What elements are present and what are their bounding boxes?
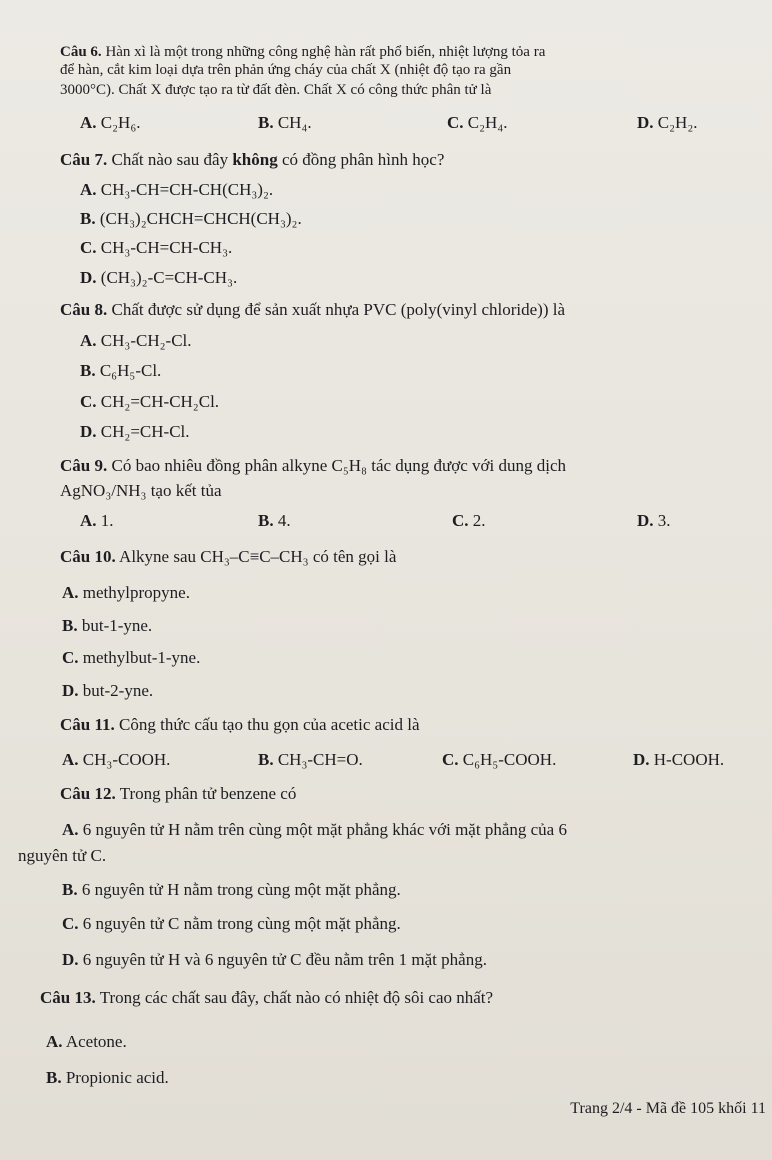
- q11-stem: Câu 11. Công thức cấu tạo thu gọn của acetic acid là: [60, 715, 420, 734]
- option-letter: C.: [62, 914, 79, 933]
- option-letter: D.: [62, 681, 79, 700]
- option-letter: D.: [80, 422, 97, 441]
- q10-option-c: C. methylbut-1-yne.: [62, 648, 201, 667]
- option-letter: A.: [80, 331, 97, 350]
- option-letter: B.: [258, 113, 274, 132]
- option-letter: A.: [80, 180, 97, 199]
- q8-option-c: C. CH₂=CH-CH₂Cl.: [80, 392, 220, 411]
- option-letter: C.: [447, 113, 464, 132]
- q9-option-a: A. 1.: [80, 511, 114, 530]
- q9-option-c: C. 2.: [452, 511, 486, 530]
- q13-option-b: B. Propionic acid.: [46, 1068, 169, 1087]
- q7-option-b: B. (CH₃)₂CHCH=CHCH(CH₃)₂.: [80, 209, 302, 228]
- q9-option-d: D. 3.: [637, 511, 671, 530]
- q12-option-b: B. 6 nguyên tử H nằm trong cùng một mặt phẳng.: [62, 880, 401, 899]
- q12-option-d: D. 6 nguyên tử H và 6 nguyên tử C đều nằm trên 1 mặt phẳng.: [62, 950, 487, 969]
- q6-option-c: C. C₂H₄.: [447, 113, 508, 132]
- q8-stem: Câu 8. Chất được sử dụng để sản xuất nhựa PVC (poly(vinyl chloride)) là: [60, 300, 566, 319]
- q6-option-b: B. CH₄.: [258, 113, 312, 132]
- q9-option-b: B. 4.: [258, 511, 291, 530]
- q10-option-b: B. but-1-yne.: [62, 616, 153, 635]
- option-letter: A.: [80, 511, 97, 530]
- option-letter: B.: [258, 750, 274, 769]
- q8-option-a: A. CH₃-CH₂-Cl.: [80, 331, 192, 350]
- option-letter: A.: [62, 820, 79, 839]
- q11-option-b: B. CH₃-CH=O.: [258, 750, 363, 769]
- option-letter: C.: [442, 750, 459, 769]
- q8-option-d: D. CH₂=CH-Cl.: [80, 422, 190, 441]
- option-letter: A.: [62, 583, 79, 602]
- page-footer: Trang 2/4 - Mã đề 105 khối 11: [570, 1100, 766, 1117]
- q10-option-d: D. but-2-yne.: [62, 681, 154, 700]
- q12-option-a-line-2: nguyên tử C.: [18, 846, 107, 865]
- option-letter: B.: [62, 880, 78, 899]
- q7-option-d: D. (CH₃)₂-C=CH-CH₃.: [80, 268, 238, 287]
- q7-option-c: C. CH₃-CH=CH-CH₃.: [80, 238, 233, 257]
- q11-option-c: C. C₆H₅-COOH.: [442, 750, 557, 769]
- q9-line-1: Câu 9. Có bao nhiêu đồng phân alkyne C₅H₈ tác dụng được với dung dịch: [60, 456, 567, 475]
- option-letter: A.: [62, 750, 79, 769]
- option-letter: B.: [46, 1068, 62, 1087]
- q12-option-c: C. 6 nguyên tử C nằm trong cùng một mặt phẳng.: [62, 914, 401, 933]
- q9-line-2: AgNO₃/NH₃ tạo kết tủa: [60, 481, 222, 500]
- option-letter: B.: [62, 616, 78, 635]
- option-letter: C.: [80, 392, 97, 411]
- option-letter: D.: [80, 268, 97, 287]
- option-letter: C.: [62, 648, 79, 667]
- q10-option-a: A. methylpropyne.: [62, 583, 190, 602]
- option-letter: B.: [80, 209, 96, 228]
- q11-option-a: A. CH₃-COOH.: [62, 750, 171, 769]
- q6-option-a: A. C₂H₆.: [80, 113, 141, 132]
- option-letter: D.: [633, 750, 650, 769]
- option-letter: C.: [80, 238, 97, 257]
- q6-line-3: 3000°C). Chất X được tạo ra từ đất đèn. Chất X có công thức phân tử là: [60, 82, 492, 98]
- q7-stem: Câu 7. Chất nào sau đây không có đồng phân hình học?: [60, 150, 445, 169]
- q12-option-a-line-1: A. 6 nguyên tử H nằm trên cùng một mặt phẳng khác với mặt phẳng của 6: [62, 820, 567, 839]
- option-letter: D.: [62, 950, 79, 969]
- option-letter: A.: [46, 1032, 63, 1051]
- q13-option-a: A. Acetone.: [46, 1032, 127, 1051]
- option-letter: B.: [258, 511, 274, 530]
- q6-line-2: để hàn, cắt kim loại dựa trên phản ứng cháy của chất X (nhiệt độ tạo ra gần: [60, 62, 512, 78]
- option-letter: D.: [637, 113, 654, 132]
- q13-stem: Câu 13. Trong các chất sau đây, chất nào có nhiệt độ sôi cao nhất?: [40, 988, 494, 1007]
- q12-stem: Câu 12. Trong phân tử benzene có: [60, 784, 297, 803]
- q7-option-a: A. CH₃-CH=CH-CH(CH₃)₂.: [80, 180, 274, 199]
- option-letter: A.: [80, 113, 97, 132]
- q11-option-d: D. H-COOH.: [633, 750, 725, 769]
- q10-stem: Câu 10. Alkyne sau CH₃–C≡C–CH₃ có tên gọi là: [60, 547, 397, 566]
- option-letter: D.: [637, 511, 654, 530]
- option-letter: C.: [452, 511, 469, 530]
- q6-option-d: D. C₂H₂.: [637, 113, 698, 132]
- option-letter: B.: [80, 361, 96, 380]
- q8-option-b: B. C₆H₅-Cl.: [80, 361, 162, 380]
- q6-line-1: Câu 6. Hàn xì là một trong những công nghệ hàn rất phổ biến, nhiệt lượng tỏa ra: [60, 44, 546, 60]
